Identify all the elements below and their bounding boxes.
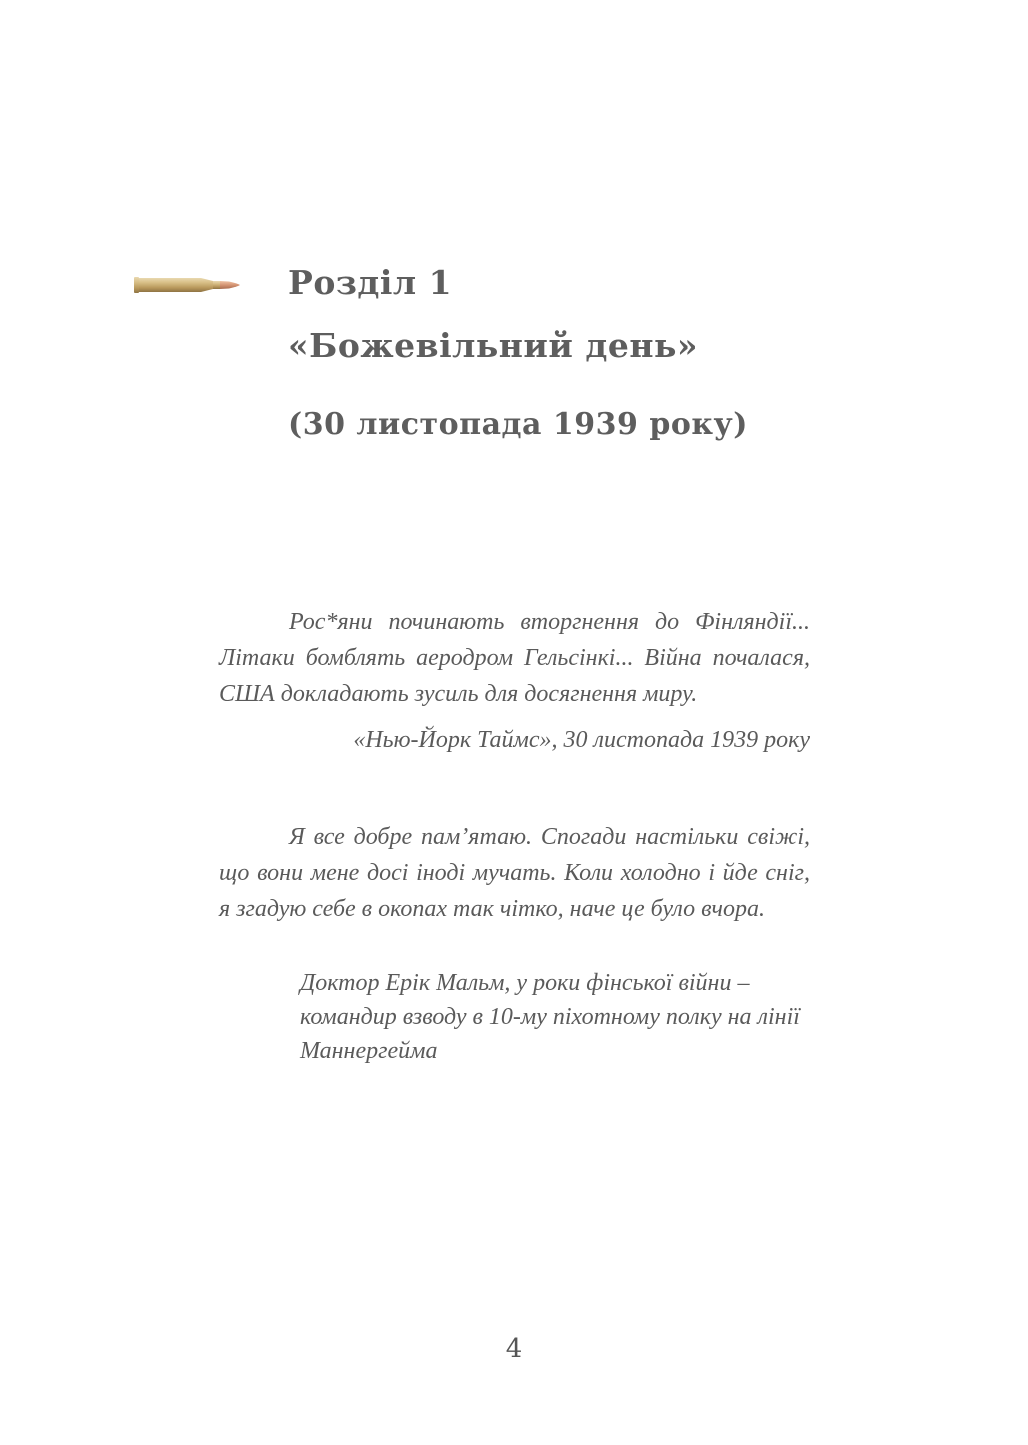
bullet-icon: [133, 274, 243, 296]
epigraph-quote: Рос*яни починають вторгнення до Фінляндії... Літаки бомблять аеродром Гельсінкі... Війна почалася, США докладають зусиль для досягнення миру.: [219, 609, 810, 707]
page-number: 4: [505, 1334, 523, 1364]
epigraph-attribution: Доктор Ерік Мальм, у роки фінської війни – командир взводу в 10-му піхотному полку на лінії Маннергейма: [300, 970, 800, 1064]
chapter-number: Розділ 1: [288, 263, 453, 302]
chapter-date: (30 листопада 1939 року): [288, 407, 748, 442]
epigraph-attribution: «Нью-Йорк Таймс», 30 листопада 1939 року: [353, 727, 810, 753]
epigraph-quote: Я все добре пам’ятаю. Спогади настільки свіжі, що вони мене досі іноді мучать. Коли холодно і йде сніг, я згадую себе в окопах так чітко, наче це було вчора.: [219, 824, 810, 922]
chapter-title: «Божевільний день»: [288, 326, 699, 365]
